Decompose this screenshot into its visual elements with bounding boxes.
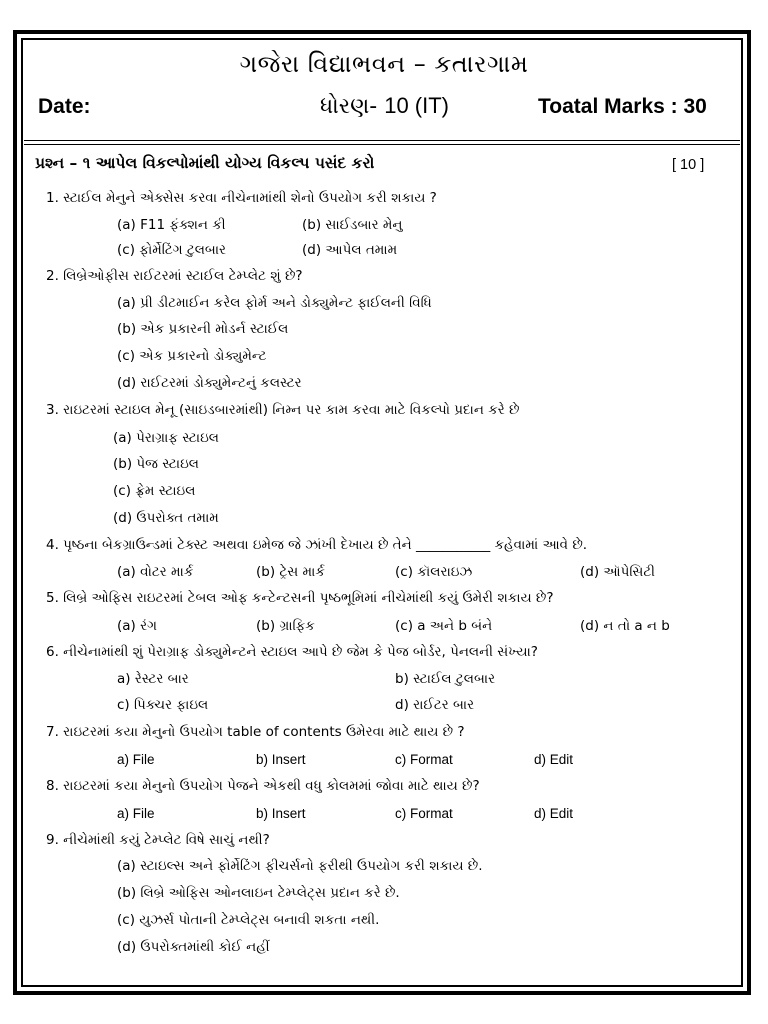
header-separator-top (24, 140, 740, 141)
q6-option-d: d) રાઈટર બાર (395, 697, 475, 713)
q4-option-a: (a) વોટર માર્ક (117, 564, 194, 580)
q1-option-a: (a) F11 ફંક્શન કી (117, 217, 226, 233)
q4-option-b: (b) ટ્રેસ માર્ક (256, 564, 325, 580)
question-4: 4. પૃષ્ઠના બેકગ્રાઉન્ડમાં ટેક્સ્ટ અથવા ઇમેજ જે ઝાંખી દેખાય છે તેને ___________ કહેવામાં આવે છે. (46, 537, 588, 553)
q2-option-d: (d) રાઈટરમાં ડોક્યુમેન્ટનું કલસ્ટર (117, 375, 302, 391)
question-8: 8. રાઇટરમાં કયા મેનુનો ઉપયોગ પેજને એકથી વધુ કોલમમાં જોવા માટે થાય છે? (46, 778, 480, 794)
q5-option-b: (b) ગ્રાફિક (256, 618, 315, 634)
q6-option-b: b) સ્ટાઈલ ટુલબાર (395, 671, 496, 687)
q8-option-c: c) Format (395, 806, 453, 821)
q2-option-b: (b) એક પ્રકારની મોડર્ન સ્ટાઈલ (117, 321, 289, 337)
q9-option-d: (d) ઉપરોક્તમાંથી કોઈ નહીં (117, 939, 270, 955)
q2-option-a: (a) પ્રી ડીટમાઈન કરેલ ફોર્મ અને ડોક્યુમેન્ટ ફાઈલની વિધિ (117, 295, 432, 311)
q5-option-c: (c) a અને b બંને (395, 618, 493, 634)
total-marks: Toatal Marks : 30 (538, 95, 707, 118)
q1-option-b: (b) સાઈડબાર મેનુ (302, 217, 403, 233)
q3-option-d: (d) ઉપરોક્ત તમામ (113, 510, 219, 526)
question-9: 9. નીચેમાંથી કયું ટેમ્પ્લેટ વિષે સાચું નથી? (46, 832, 270, 848)
q3-option-c: (c) ફ્રેમ સ્ટાઇલ (113, 483, 196, 499)
question-2: 2. લિબ્રેઓફીસ રાઈટરમાં સ્ટાઈલ ટેમ્પ્લેટ શું છે? (46, 268, 303, 284)
q9-option-c: (c) યુઝર્સ પોતાની ટેમ્પ્લેટ્સ બનાવી શકતા નથી. (117, 912, 380, 928)
q6-option-c: c) પિક્ચર ફાઇલ (117, 697, 209, 713)
date-label: Date: (38, 95, 91, 118)
q8-option-b: b) Insert (256, 806, 306, 821)
standard-prefix: ધોરણ- (320, 94, 385, 119)
header-separator-bottom (24, 144, 740, 145)
q7-option-a: a) File (117, 752, 155, 767)
q3-option-a: (a) પેરાગ્રાફ સ્ટાઇલ (113, 430, 219, 446)
section-title: પ્રશ્ન – ૧ આપેલ વિકલ્પોમાંથી યોગ્ય વિકલ્પ પસંદ કરો (35, 154, 375, 172)
q5-option-d: (d) ન તો a ન b (580, 618, 670, 634)
q9-option-b: (b) લિબ્રે ઓફિસ ઓનલાઇન ટેમ્પ્લેટ્સ પ્રદાન કરે છે. (117, 885, 400, 901)
standard-label (320, 93, 449, 119)
q1-option-d: (d) આપેલ તમામ (302, 242, 398, 258)
question-3: 3. રાઇટરમાં સ્ટાઇલ મેનૂ (સાઇડબારમાંથી) નિમ્ન પર કામ કરવા માટે વિકલ્પો પ્રદાન કરે છે (46, 402, 520, 418)
question-1: 1. સ્ટાઈલ મેનુને એક્સેસ કરવા નીચેનામાંથી શેનો ઉપયોગ કરી શકાય ? (46, 190, 437, 206)
q9-option-a: (a) સ્ટાઇલ્સ અને ફોર્મેટિંગ ફીચર્સનો ફરીથી ઉપયોગ કરી શકાય છે. (117, 858, 483, 874)
question-7: 7. રાઇટરમાં કયા મેનુનો ઉપયોગ table of contents ઉમેરવા માટે થાય છે ? (46, 724, 465, 740)
q4-option-c: (c) કૉલરાઇઝ (395, 564, 473, 580)
school-name: ગજેરા વિદ્યાભવન – કતારગામ (239, 50, 529, 78)
q3-option-b: (b) પેજ સ્ટાઇલ (113, 456, 199, 472)
q7-option-d: d) Edit (534, 752, 574, 767)
q8-option-d: d) Edit (534, 806, 574, 821)
question-5: 5. લિબ્રે ઓફિસ રાઇટરમાં ટેબલ ઓફ કન્ટેન્ટસની પૃષ્ઠભૂમિમાં નીચેમાંથી કયું ઉમેરી શકાય છે? (46, 590, 554, 606)
q4-option-d: (d) ઑપેસિટી (580, 564, 656, 580)
q6-option-a: a) રેસ્ટર બાર (117, 671, 189, 687)
q7-option-c: c) Format (395, 752, 453, 767)
q1-option-c: (c) ફોર્મેટિંગ ટુલબાર (117, 242, 227, 258)
section-marks: [ 10 ] (672, 157, 705, 173)
q2-option-c: (c) એક પ્રકારનો ડોક્યુમેન્ટ (117, 348, 267, 364)
q8-option-a: a) File (117, 806, 155, 821)
standard-value: 10 (IT) (384, 93, 449, 118)
q5-option-a: (a) રંગ (117, 618, 157, 634)
q7-option-b: b) Insert (256, 752, 306, 767)
question-6: 6. નીચેનામાંથી શું પેરાગ્રાફ ડોક્યુમેન્ટને સ્ટાઇલ આપે છે જેમ કે પેજ બોર્ડર, પેનલની સંખ્યા? (46, 644, 538, 660)
